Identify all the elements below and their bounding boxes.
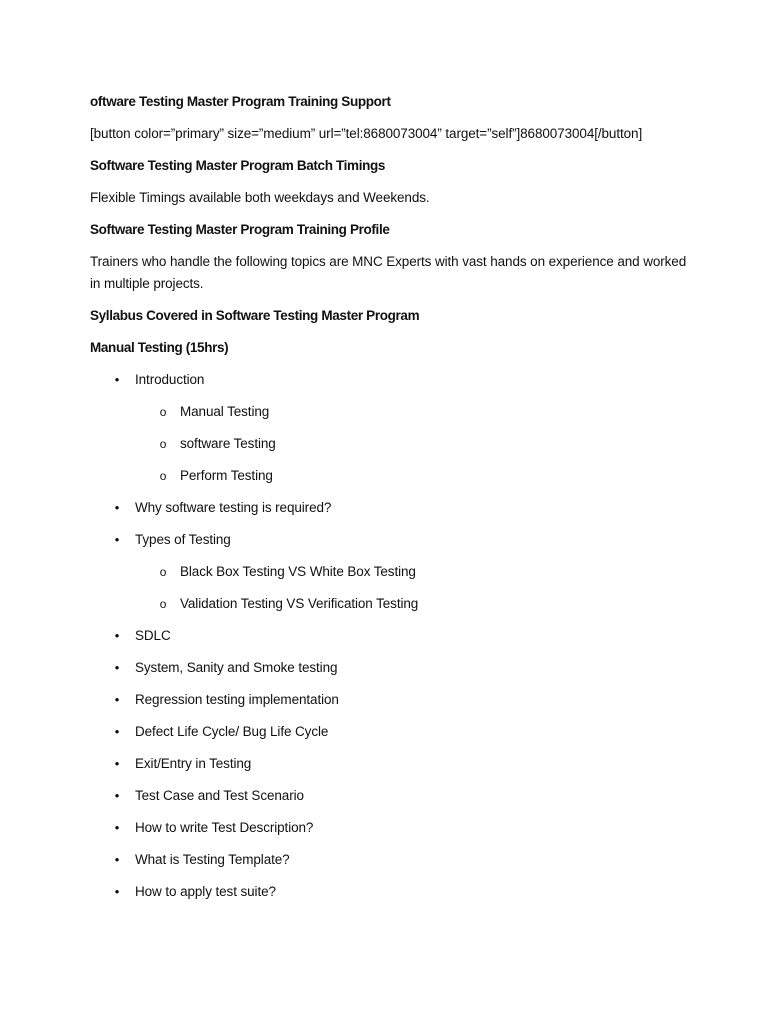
heading-training-profile: Software Testing Master Program Training Profile xyxy=(90,222,390,237)
sub-bullet-icon: o xyxy=(159,405,167,419)
list-item-label: System, Sanity and Smoke testing xyxy=(135,660,338,675)
sub-list-item-label: Perform Testing xyxy=(180,468,273,483)
syllabus-list xyxy=(90,369,690,903)
list-item xyxy=(90,849,690,871)
list-item xyxy=(90,497,690,519)
bullet-icon: • xyxy=(114,692,120,707)
bullet-icon: • xyxy=(114,660,120,675)
bullet-icon: • xyxy=(114,372,120,387)
list-item-label: Exit/Entry in Testing xyxy=(135,756,252,771)
sub-bullet-icon: o xyxy=(159,597,167,611)
list-item-label: Test Case and Test Scenario xyxy=(135,788,304,803)
list-item xyxy=(90,881,690,903)
list-item xyxy=(90,529,690,551)
sub-bullet-icon: o xyxy=(159,469,167,483)
sub-list-item xyxy=(90,465,690,487)
sub-list-item-label: software Testing xyxy=(180,436,276,451)
bullet-icon: • xyxy=(114,724,120,739)
list-item-label: Why software testing is required? xyxy=(135,500,332,515)
list-item xyxy=(90,753,690,775)
list-item-label: SDLC xyxy=(135,628,171,643)
list-item-label: How to apply test suite? xyxy=(135,884,276,899)
training-profile-text: Trainers who handle the following topics are MNC Experts with vast hands on experience and worked in multiple projects. xyxy=(90,254,687,291)
sub-list-item xyxy=(90,561,690,583)
bullet-icon: • xyxy=(114,852,120,867)
bullet-icon: • xyxy=(114,884,120,899)
sub-list-item xyxy=(90,401,690,423)
sub-list-item-label: Validation Testing VS Verification Testing xyxy=(180,596,419,611)
bullet-icon: • xyxy=(114,628,120,643)
list-item-label: Regression testing implementation xyxy=(135,692,339,707)
batch-timings-text: Flexible Timings available both weekdays and Weekends. xyxy=(90,190,430,205)
list-item-label: What is Testing Template? xyxy=(135,852,290,867)
sub-list-item-label: Manual Testing xyxy=(180,404,270,419)
list-item xyxy=(90,689,690,711)
heading-training-support: oftware Testing Master Program Training Support xyxy=(90,94,391,109)
sub-list-item-label: Black Box Testing VS White Box Testing xyxy=(180,564,416,579)
button-shortcode-text: [button color=”primary” size=”medium” url=”tel:8680073004” target=”self”]8680073004[/button] xyxy=(90,126,643,141)
list-item-label: Types of Testing xyxy=(135,532,231,547)
list-item xyxy=(90,817,690,839)
list-item-label: How to write Test Description? xyxy=(135,820,314,835)
list-item xyxy=(90,785,690,807)
sub-bullet-icon: o xyxy=(159,437,167,451)
bullet-icon: • xyxy=(114,532,120,547)
list-item-label: Defect Life Cycle/ Bug Life Cycle xyxy=(135,724,329,739)
list-item xyxy=(90,721,690,743)
sub-list-item xyxy=(90,433,690,455)
bullet-icon: • xyxy=(114,500,120,515)
bullet-icon: • xyxy=(114,756,120,771)
document-page xyxy=(90,91,690,913)
heading-syllabus: Syllabus Covered in Software Testing Master Program xyxy=(90,308,420,323)
bullet-icon: • xyxy=(114,820,120,835)
list-item xyxy=(90,657,690,679)
list-item xyxy=(90,369,690,391)
list-item xyxy=(90,625,690,647)
list-item-label: Introduction xyxy=(135,372,205,387)
sub-bullet-icon: o xyxy=(159,565,167,579)
bullet-icon: • xyxy=(114,788,120,803)
sub-list-item xyxy=(90,593,690,615)
heading-manual-testing: Manual Testing (15hrs) xyxy=(90,340,229,355)
heading-batch-timings: Software Testing Master Program Batch Timings xyxy=(90,158,386,173)
